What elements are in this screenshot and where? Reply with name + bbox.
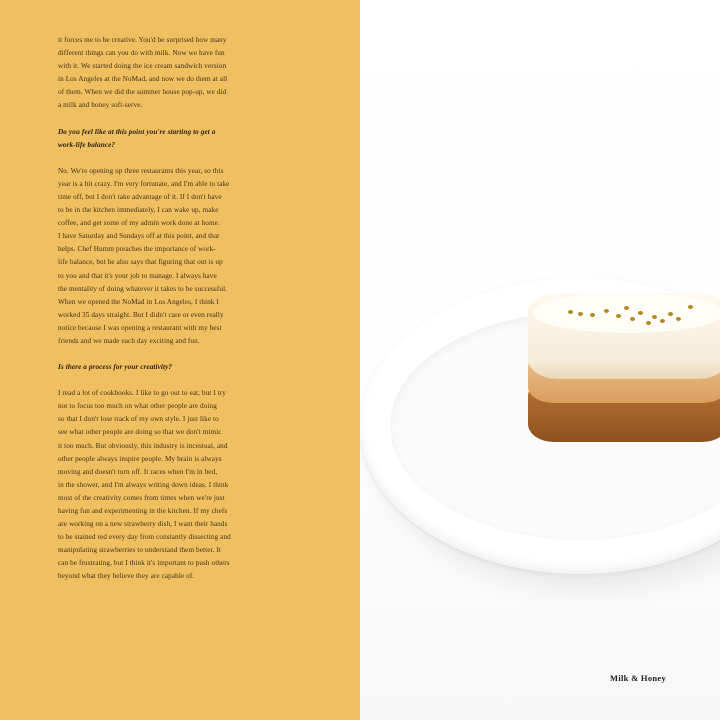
pistachio-crumb bbox=[638, 311, 643, 315]
pistachio-crumb bbox=[568, 310, 573, 314]
pistachio-crumb bbox=[578, 312, 583, 316]
text-line: to you and that it's your job to manage. I always have bbox=[58, 271, 217, 280]
cream-top bbox=[532, 293, 720, 333]
text-line: not to focus too much on what other people are doing bbox=[58, 402, 217, 411]
pistachio-crumb bbox=[688, 305, 693, 309]
text-line: manipulating strawberries to understand them better. It bbox=[58, 546, 221, 555]
text-line: Is there a process for your creativity? bbox=[58, 363, 173, 372]
text-line: to be in the kitchen immediately, I can wake up, make bbox=[58, 206, 219, 215]
text-line: beyond what they believe they are capable of. bbox=[58, 572, 195, 581]
pistachio-crumb bbox=[630, 317, 635, 321]
pistachio-crumb bbox=[646, 321, 651, 325]
text-column-main bbox=[58, 34, 258, 597]
text-line: see what other people are doing so that we don't mimic bbox=[58, 428, 222, 437]
text-line: of them. When we did the summer house pop-up, we did bbox=[58, 88, 227, 97]
text-line: Do you feel like at this point you're starting to get a bbox=[58, 127, 216, 136]
pistachio-crumb bbox=[668, 312, 673, 316]
text-line: helps. Chef Humm preaches the importance of work- bbox=[58, 245, 216, 254]
text-line: friends and we made each day exciting and fun. bbox=[58, 336, 200, 345]
text-line: life balance, but he also says that figuring that out is up bbox=[58, 258, 223, 267]
paragraph-milk-creativity bbox=[58, 34, 258, 113]
text-line: notice because I was opening a restaurant with my best bbox=[58, 323, 222, 332]
paragraph-work-life-answer bbox=[58, 165, 258, 348]
text-line: time off, but I don't take advantage of it. If I don't have bbox=[58, 192, 222, 201]
text-line: No. We're opening up three restaurants this year, so this bbox=[58, 166, 224, 175]
pistachio-crumb bbox=[652, 315, 657, 319]
text-line: year is a bit crazy. I'm very fortunate, and I'm able to take bbox=[58, 179, 230, 188]
text-line: having fun and experimenting in the kitchen. If my chefs bbox=[58, 507, 228, 515]
right-page-photo bbox=[360, 0, 720, 720]
pistachio-crumb bbox=[604, 309, 609, 313]
text-line: to be stained red every day from constantly dissecting and bbox=[58, 533, 231, 542]
text-line: moving and doesn't turn off. It races when I'm in bed, bbox=[58, 467, 218, 476]
question-creative-process bbox=[58, 361, 258, 374]
pistachio-crumb bbox=[624, 306, 629, 310]
photo-caption: Milk & Honey bbox=[610, 673, 667, 683]
text-line: coffee, and get some of my admin work done at home. bbox=[58, 219, 220, 228]
text-line: I have Saturday and Sundays off at this point, and that bbox=[58, 232, 220, 241]
text-line: I read a lot of cookbooks. I like to go out to eat, but I try bbox=[58, 389, 226, 398]
paragraph-creative-answer bbox=[58, 387, 258, 583]
question-work-life-balance bbox=[58, 126, 258, 152]
text-line: work-life balance? bbox=[58, 140, 116, 149]
dessert-photo bbox=[528, 293, 720, 453]
text-line: other people always inspire people. My brain is always bbox=[58, 454, 222, 463]
text-line: so that I don't lose track of my own style. I just like to bbox=[58, 415, 219, 424]
text-line: in the shower, and I'm always writing down ideas. I think bbox=[58, 480, 229, 489]
text-line: a milk and honey soft-serve. bbox=[58, 101, 143, 110]
pistachio-crumb bbox=[660, 319, 665, 323]
text-line: can be frustrating, but I think it's important to push others bbox=[58, 559, 230, 568]
text-line: most of the creativity comes from times when we're just bbox=[58, 493, 225, 502]
text-line: worked 35 days straight. But I didn't care or even really bbox=[58, 310, 224, 319]
text-line: are working on a new strawberry dish, I want their hands bbox=[58, 520, 228, 529]
text-line: it forces me to be creative. You'd be surprised how many bbox=[58, 36, 227, 44]
text-line: with it. We started doing the ice cream sandwich version bbox=[58, 62, 227, 71]
pistachio-crumb bbox=[590, 313, 595, 317]
text-line: the mentality of doing whatever it takes to be successful. bbox=[58, 284, 228, 293]
pistachio-crumb bbox=[676, 317, 681, 321]
text-line: it too much. But obviously, this industry is incestual, and bbox=[58, 441, 228, 450]
text-line: When we opened the NoMad in Los Angeles, I think I bbox=[58, 297, 219, 306]
text-line: different things can you do with milk. Now we have fun bbox=[58, 49, 225, 58]
pistachio-crumb bbox=[616, 314, 621, 318]
text-line: in Los Angeles at the NoMad, and now we do them at all bbox=[58, 75, 228, 84]
